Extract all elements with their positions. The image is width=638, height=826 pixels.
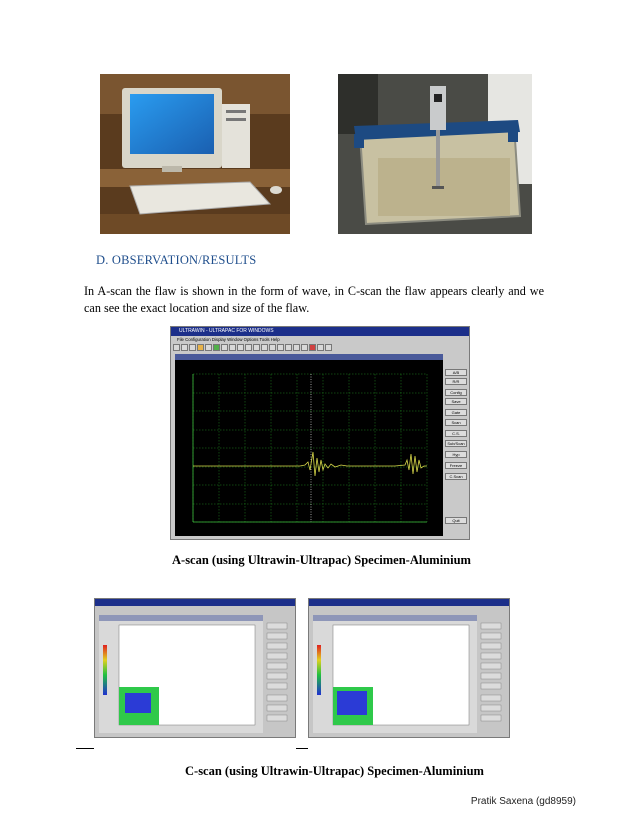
ascan-side-button[interactable]: Freeze — [445, 462, 467, 469]
ascan-side-button[interactable]: Scan — [445, 419, 467, 426]
ascan-screenshot — [170, 326, 470, 540]
underline-mark — [76, 748, 94, 749]
cscan-screenshot-2 — [308, 598, 510, 738]
cscan-window-title — [309, 599, 509, 606]
ascan-toolbar — [173, 344, 467, 352]
cscan-window-title — [95, 599, 295, 606]
ascan-side-button[interactable]: C.Scan — [445, 473, 467, 480]
ascan-plot — [175, 354, 443, 536]
ascan-side-button[interactable]: Config — [445, 389, 467, 396]
cscan-menu-bar — [95, 606, 295, 612]
cscan-plot-2 — [313, 615, 509, 737]
section-heading: D. OBSERVATION/RESULTS — [96, 253, 257, 267]
ascan-side-button[interactable]: Sub/Scan — [445, 440, 467, 447]
ascan-side-button[interactable]: Hyp — [445, 451, 467, 458]
ascan-side-button[interactable]: C.S. — [445, 430, 467, 437]
ascan-side-button[interactable]: Quit — [445, 517, 467, 524]
cscan-screenshot-1 — [94, 598, 296, 738]
ascan-side-button[interactable]: Save — [445, 398, 467, 405]
observation-paragraph: In A-scan the flaw is shown in the form of wave, in C-scan the flaw appears clearly and we can see the exact location and size of the flaw. — [84, 284, 544, 315]
immersion-tank-photo — [338, 74, 532, 234]
underline-mark — [296, 748, 308, 749]
ascan-side-button[interactable]: Gate — [445, 409, 467, 416]
ascan-menu-bar: File Configuration Display Window Options Tools Help — [177, 337, 280, 342]
ascan-caption: A-scan (using Ultrawin-Ultrapac) Specimen-Aluminium — [172, 553, 471, 567]
cscan-plot-1 — [99, 615, 295, 737]
lab-computer-photo — [100, 74, 290, 234]
ascan-window-title: ULTRAWIN - ULTRAPAC FOR WINDOWS — [171, 327, 469, 336]
footer-author: Pratik Saxena (gd8959) — [470, 796, 576, 807]
cscan-caption: C-scan (using Ultrawin-Ultrapac) Specimen-Aluminium — [185, 764, 484, 778]
ascan-side-button[interactable]: A/B — [445, 369, 467, 376]
cscan-menu-bar — [309, 606, 509, 612]
ascan-side-button[interactable]: R/R — [445, 378, 467, 385]
